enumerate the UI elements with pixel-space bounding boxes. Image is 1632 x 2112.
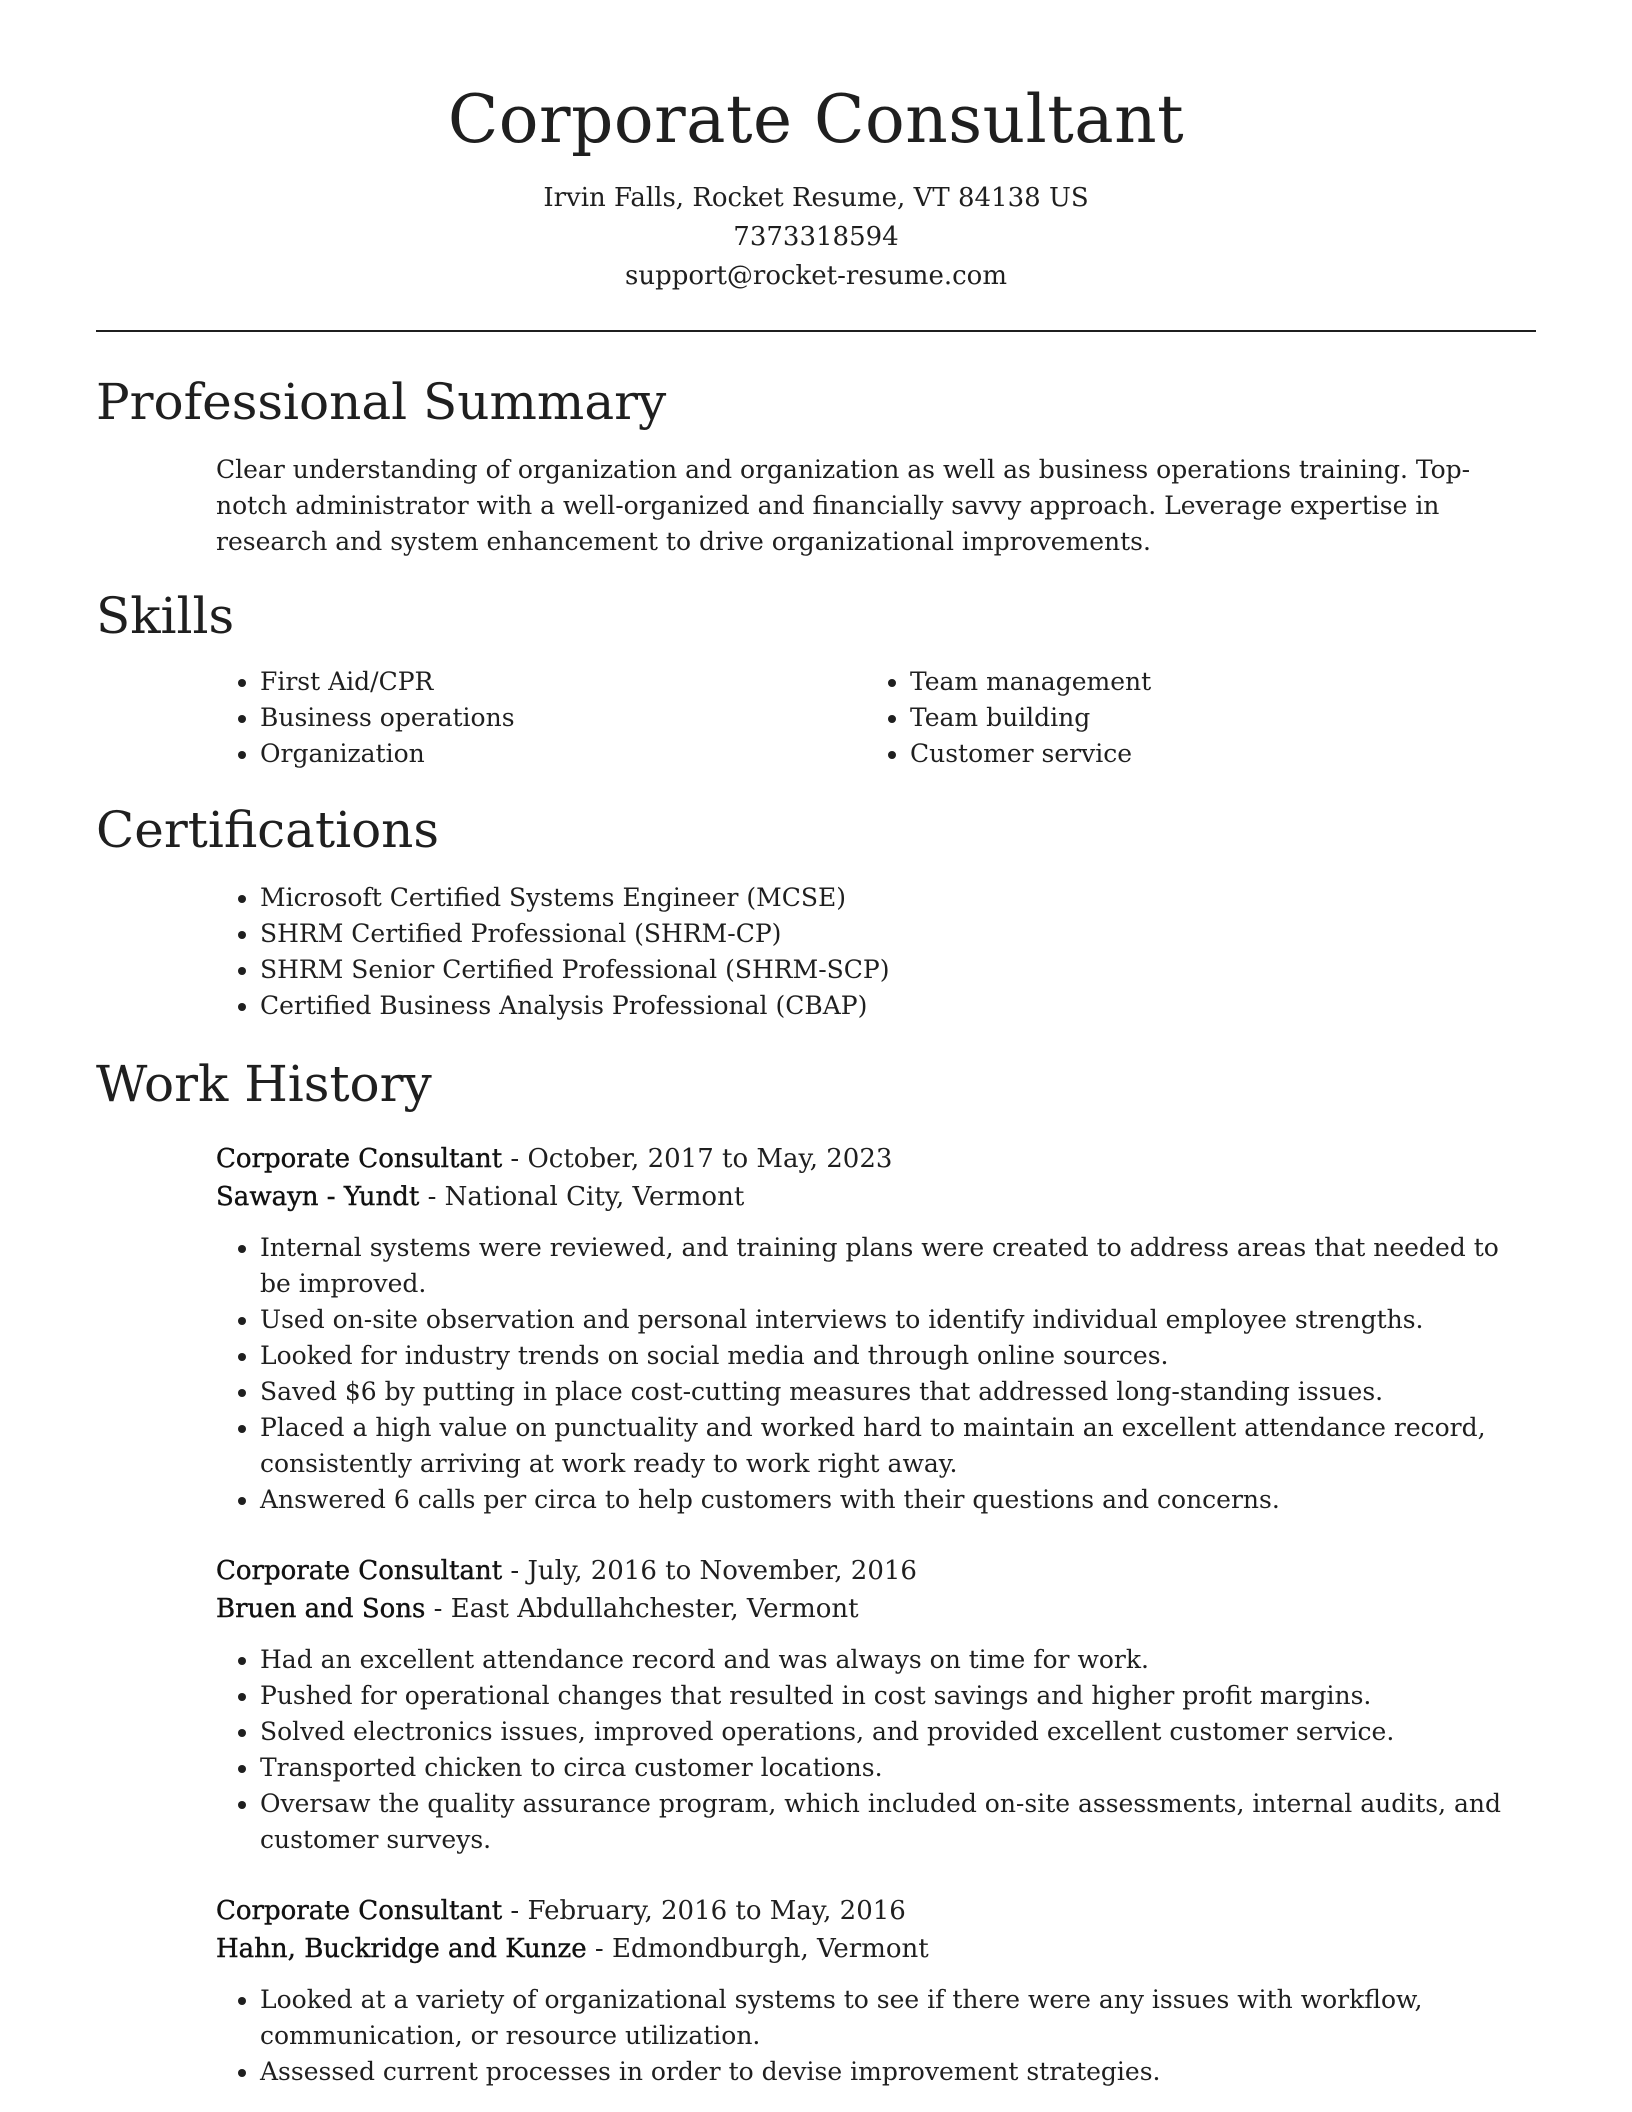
job-location: East Abdullahchester, Vermont — [450, 1593, 859, 1624]
job-title-line — [216, 1140, 1536, 1178]
summary-title: Professional Summary — [96, 372, 667, 431]
job-company-line — [216, 1930, 1536, 1968]
job-duties-list — [216, 1982, 1536, 2090]
skills-list-left — [216, 664, 866, 772]
certifications-list — [216, 880, 1536, 1024]
job-dates: October, 2017 to May, 2023 — [527, 1143, 893, 1174]
job-dates: July, 2016 to November, 2016 — [527, 1555, 917, 1586]
contact-phone: 7373318594 — [733, 221, 899, 252]
skill-item: • Team building — [910, 700, 1516, 736]
job-duty: • Had an excellent attendance record and was always on time for work. — [260, 1642, 1536, 1678]
skills-column-left — [216, 664, 866, 772]
job-duties-list — [216, 1230, 1536, 1518]
job-location: Edmondburgh, Vermont — [611, 1933, 929, 1964]
job-role: Corporate Consultant — [216, 1895, 503, 1926]
skills-column-right — [866, 664, 1516, 772]
job-company-line — [216, 1590, 1536, 1628]
skill-item: • Business operations — [260, 700, 866, 736]
job-company: Bruen and Sons — [216, 1593, 426, 1624]
skills-list-right — [866, 664, 1516, 772]
job-entry — [216, 1140, 1536, 1518]
certifications-title: Certifications — [96, 800, 440, 859]
job-company-line — [216, 1178, 1536, 1216]
job-duties-list — [216, 1642, 1536, 1858]
work-history-section — [96, 1054, 1536, 2090]
job-title-line — [216, 1892, 1536, 1930]
skills-grid — [216, 664, 1536, 772]
resume-header — [96, 0, 1536, 296]
header-divider — [96, 330, 1536, 332]
certifications-section — [96, 800, 1536, 1024]
skill-item: • Organization — [260, 736, 866, 772]
job-duty: • Looked at a variety of organizational systems to see if there were any issues with workflow, communication, or resource utilization. — [260, 1982, 1536, 2054]
job-company: Sawayn - Yundt — [216, 1181, 420, 1212]
job-title-line — [216, 1552, 1536, 1590]
job-duty: • Oversaw the quality assurance program, which included on-site assessments, internal audits, and customer surveys. — [260, 1786, 1536, 1858]
job-duty: • Looked for industry trends on social media and through online sources. — [260, 1338, 1536, 1374]
job-duty: • Answered 6 calls per circa to help customers with their questions and concerns. — [260, 1482, 1536, 1518]
skill-item: • Customer service — [910, 736, 1516, 772]
job-separator: - — [502, 1895, 528, 1926]
summary-text: Clear understanding of organization and organization as well as business operations training. Top-notch administrator with a well-organized and financially savvy approach. Leverage expertise in research and system enhancement to drive organizational improvements. — [216, 454, 1471, 556]
job-duty: • Saved $6 by putting in place cost-cutting measures that addressed long-standing issues. — [260, 1374, 1536, 1410]
summary-section — [96, 372, 1536, 560]
job-separator: - — [419, 1181, 445, 1212]
work-history-title: Work History — [96, 1054, 432, 1113]
certification-item: • Microsoft Certified Systems Engineer (MCSE) — [260, 880, 1536, 916]
resume-name: Corporate Consultant — [447, 81, 1185, 158]
job-separator: - — [502, 1555, 528, 1586]
job-role: Corporate Consultant — [216, 1143, 503, 1174]
job-entry — [216, 1892, 1536, 2090]
job-duty: • Transported chicken to circa customer locations. — [260, 1750, 1536, 1786]
job-entry — [216, 1552, 1536, 1858]
contact-email: support@rocket-resume.com — [624, 260, 1007, 291]
job-duty: • Placed a high value on punctuality and worked hard to maintain an excellent attendance record, consistently arriving at work ready to work right away. — [260, 1410, 1536, 1482]
job-role: Corporate Consultant — [216, 1555, 503, 1586]
job-dates: February, 2016 to May, 2016 — [527, 1895, 906, 1926]
certification-item: • SHRM Senior Certified Professional (SHRM-SCP) — [260, 952, 1536, 988]
skills-section — [96, 586, 1536, 772]
certification-item: • Certified Business Analysis Professional (CBAP) — [260, 988, 1536, 1024]
contact-address: Irvin Falls, Rocket Resume, VT 84138 US — [543, 182, 1089, 213]
certification-item: • SHRM Certified Professional (SHRM-CP) — [260, 916, 1536, 952]
skill-item: • First Aid/CPR — [260, 664, 866, 700]
job-duty: • Pushed for operational changes that resulted in cost savings and higher profit margins. — [260, 1678, 1536, 1714]
job-duty: • Assessed current processes in order to devise improvement strategies. — [260, 2054, 1536, 2090]
skills-title: Skills — [96, 586, 235, 645]
contact-block — [96, 179, 1536, 296]
job-duty: • Internal systems were reviewed, and training plans were created to address areas that needed to be improved. — [260, 1230, 1536, 1302]
job-separator: - — [586, 1933, 612, 1964]
skill-item: • Team management — [910, 664, 1516, 700]
job-duty: • Solved electronics issues, improved operations, and provided excellent customer service. — [260, 1714, 1536, 1750]
job-company: Hahn, Buckridge and Kunze — [216, 1933, 587, 1964]
job-separator: - — [425, 1593, 451, 1624]
job-duty: • Used on-site observation and personal interviews to identify individual employee strengths. — [260, 1302, 1536, 1338]
job-separator: - — [502, 1143, 528, 1174]
job-location: National City, Vermont — [444, 1181, 745, 1212]
